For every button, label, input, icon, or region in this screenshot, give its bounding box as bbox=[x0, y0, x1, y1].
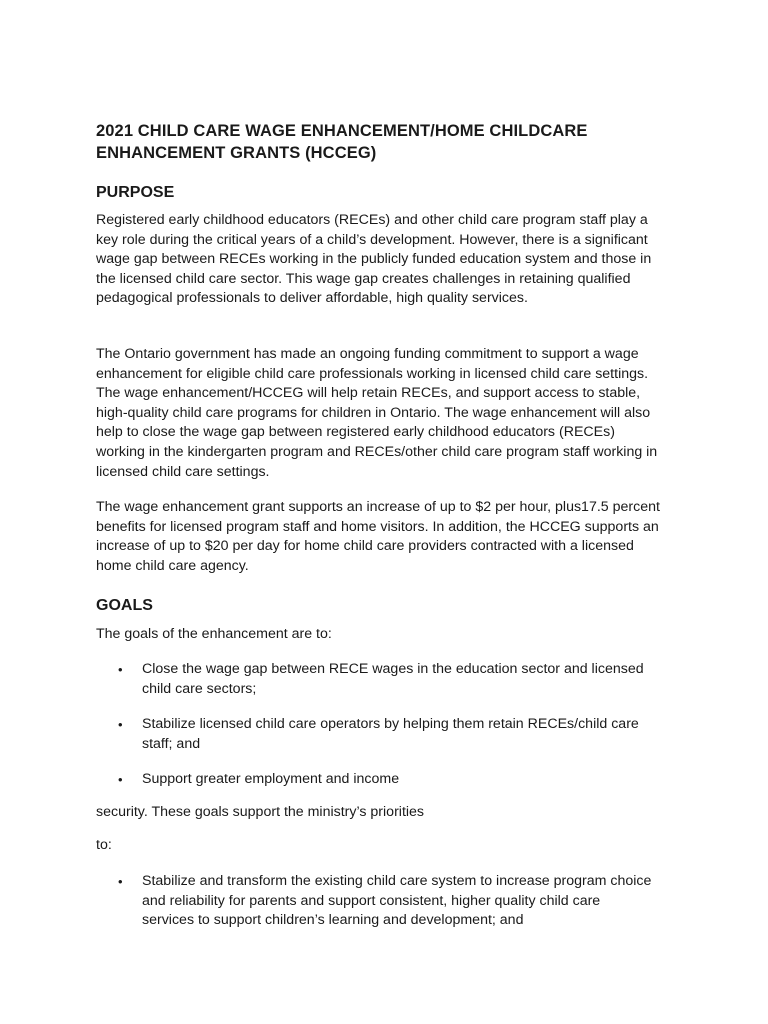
purpose-paragraph-2: The Ontario government has made an ongoing funding commitment to support a wage enhancement for eligible child care professionals working in licensed child care settings. The wage enhancement/HCCEG will help retain RECEs, and support access to stable, high-quality child care programs for children in Ontario. The wage enhancement will also help to close the wage gap between registered early childhood educators (RECEs) working in the kindergarten program and RECEs/other child care program staff working in licensed child care settings. bbox=[96, 346, 658, 480]
bullet-marker: • bbox=[118, 874, 123, 889]
bullet-text: Support greater employment and income bbox=[142, 771, 400, 787]
purpose-paragraph-1: Registered early childhood educators (RECEs) and other child care program staff play a key role during the critical years of a child’s development. However, there is a significant wage gap between RECEs working in the publicly funded education system and those in the licensed child care sector. This wage gap creates challenges in retaining qualified pedagogical professionals to deliver affordable, high quality services. bbox=[96, 212, 652, 307]
bullet-text: Close the wage gap between RECE wages in the education sector and licensed child care sectors; bbox=[142, 661, 644, 697]
continuation-line-1: security. These goals support the ministry’s priorities bbox=[96, 804, 425, 820]
bullet-marker: • bbox=[118, 772, 123, 787]
goals-intro: The goals of the enhancement are to: bbox=[96, 626, 332, 642]
bullet-marker: • bbox=[118, 662, 123, 677]
continuation-line-2: to: bbox=[96, 837, 112, 853]
goals-heading: GOALS bbox=[96, 597, 153, 614]
document-title: 2021 CHILD CARE WAGE ENHANCEMENT/HOME CHILDCARE ENHANCEMENT GRANTS (HCCEG) bbox=[96, 122, 588, 162]
purpose-paragraph-3: The wage enhancement grant supports an increase of up to $2 per hour, plus17.5 percent benefits for licensed program staff and home visitors. In addition, the HCCEG supports an increase of up to $20 per day for home child care providers contracted with a licensed home child care agency. bbox=[96, 499, 660, 574]
bullet-text: Stabilize licensed child care operators by helping them retain RECEs/child care staff; and bbox=[142, 716, 639, 752]
purpose-heading: PURPOSE bbox=[96, 184, 175, 201]
bullet-text: Stabilize and transform the existing child care system to increase program choice and reliability for parents and support consistent, higher quality child care services to support children’s learning and development; and bbox=[142, 873, 652, 929]
bullet-marker: • bbox=[118, 717, 123, 732]
